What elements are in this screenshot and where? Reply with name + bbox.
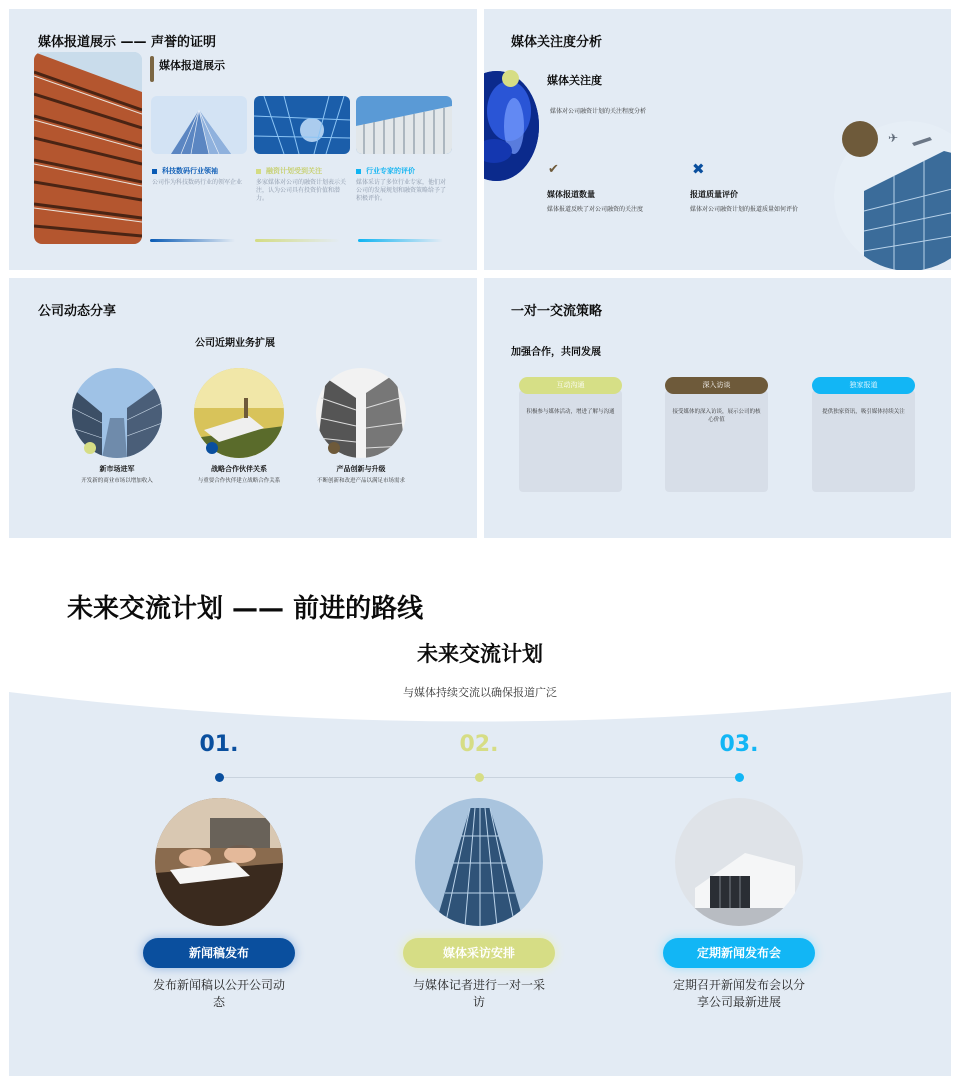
step-desc-1: 发布新闻稿以公开公司动态: [152, 978, 285, 1009]
strategy-desc-3: 提供独家资讯，吸引媒体持续关注: [822, 409, 905, 415]
step-number-1: 01.: [199, 732, 239, 757]
timeline-dot-3: [735, 773, 744, 782]
step-button-3[interactable]: 定期新闻发布会: [663, 938, 815, 968]
decor-dot: [502, 70, 519, 87]
step-button-2[interactable]: 媒体采访安排: [403, 938, 555, 968]
step-number-3: 03.: [719, 732, 759, 757]
slide-title: 公司动态分享: [38, 304, 117, 319]
step-button-1[interactable]: 新闻稿发布: [143, 938, 295, 968]
step-number-2: 02.: [459, 732, 499, 757]
bullet-square-icon: [356, 169, 361, 174]
strategy-desc-2: 接受媒体的深入访谈，展示公司的核心价值: [672, 409, 761, 423]
decor-circle: [842, 121, 878, 157]
step-desc-3: 定期召开新闻发布会以分享公司最新进展: [672, 978, 805, 1009]
strategy-pill-1: 互动沟通: [519, 377, 622, 394]
slide-title: 媒体报道展示 —— 声誉的证明: [38, 35, 217, 50]
blue-abstract-image: [484, 71, 539, 181]
section-heading: 媒体关注度: [547, 74, 602, 87]
slide-future-plan[interactable]: [9, 546, 951, 1076]
feature-label-1: 媒体报道数量: [547, 190, 595, 199]
slide-title: 一对一交流策略: [511, 304, 603, 319]
strategy-card-2: [665, 390, 768, 492]
strategy-pill-3: 独家报道: [812, 377, 915, 394]
slide-company-updates[interactable]: [9, 278, 477, 538]
modern-building-image: [675, 798, 803, 926]
section-subtitle: 公司近期业务扩展: [195, 338, 275, 349]
card-desc-1: 公司作为科技数码行业的领军企业: [152, 179, 243, 186]
card-desc-2: 多家媒体对公司的融资计划表示关注，认为公司具有投资价值和潜力。: [256, 179, 347, 202]
bullet-square-icon: [256, 169, 261, 174]
accent-line-2: [255, 239, 340, 242]
section-desc: 媒体对公司融资计划的关注程度分析: [550, 108, 647, 115]
section-subtitle: 媒体报道展示: [159, 59, 225, 72]
card-heading-2: 融资计划受到关注: [256, 166, 322, 176]
slide-one-on-one[interactable]: [484, 278, 951, 538]
tagline: 与媒体持续交流以确保报道广泛: [403, 686, 557, 699]
cross-icon: ✖: [692, 160, 705, 178]
decor-dot: [206, 442, 218, 454]
item-desc-1: 开发新的商业市场以增加收入: [81, 478, 153, 484]
strategy-pill-2: 深入访谈: [665, 377, 768, 394]
bullet-square-icon: [152, 169, 157, 174]
strategy-card-1: [519, 390, 622, 492]
card-heading-3: 行业专家的评价: [356, 166, 415, 176]
item-desc-3: 不断创新和改进产品以满足市场需求: [316, 478, 405, 484]
timeline-dot-1: [215, 773, 224, 782]
section-subtitle: 未来交流计划: [417, 642, 543, 666]
strategy-card-3: [812, 390, 915, 492]
card-heading-1: 科技数码行业领袖: [152, 166, 218, 176]
glass-tower-image: [415, 798, 543, 926]
strategy-desc-1: 积极参与媒体活动，增进了解与沟通: [526, 409, 615, 415]
accent-line-1: [150, 239, 235, 242]
accent-bar: [150, 56, 154, 82]
feature-desc-1: 媒体报道反映了对公司融资的关注度: [547, 206, 644, 213]
step-desc-2: 与媒体记者进行一对一采访: [412, 978, 545, 1009]
feature-label-2: 报道质量评价: [690, 190, 738, 199]
check-icon: ✔: [548, 162, 559, 177]
accent-line-3: [358, 239, 443, 242]
glass-tower-image: [254, 96, 350, 154]
brick-building-image: [34, 52, 142, 244]
decor-dot: [84, 442, 96, 454]
item-label-1: 新市场进军: [99, 465, 135, 473]
airplane-icon: ✈: [888, 131, 899, 145]
card-desc-3: 媒体采访了多位行业专家，他们对公司的发展规划和融资策略给予了积极评价。: [356, 179, 447, 202]
slide-media-showcase[interactable]: [9, 9, 477, 270]
feature-desc-2: 媒体对公司融资计划的报道质量如何评价: [690, 206, 799, 213]
item-label-3: 产品创新与升级: [336, 465, 386, 473]
slide-title: 媒体关注度分析: [511, 35, 603, 50]
item-label-2: 战略合作伙伴关系: [211, 465, 267, 473]
section-subtitle: 加强合作，共同发展: [511, 347, 601, 358]
decor-dot: [328, 442, 340, 454]
item-desc-2: 与重要合作伙伴建立战略合作关系: [197, 478, 281, 484]
slide-media-attention[interactable]: [484, 9, 951, 270]
timeline-dot-2: [475, 773, 484, 782]
skyscraper-image: [151, 96, 247, 154]
handshake-signing-image: [155, 798, 283, 926]
slide-title: 未来交流计划 —— 前进的路线: [67, 594, 424, 624]
white-facade-image: [356, 96, 452, 154]
